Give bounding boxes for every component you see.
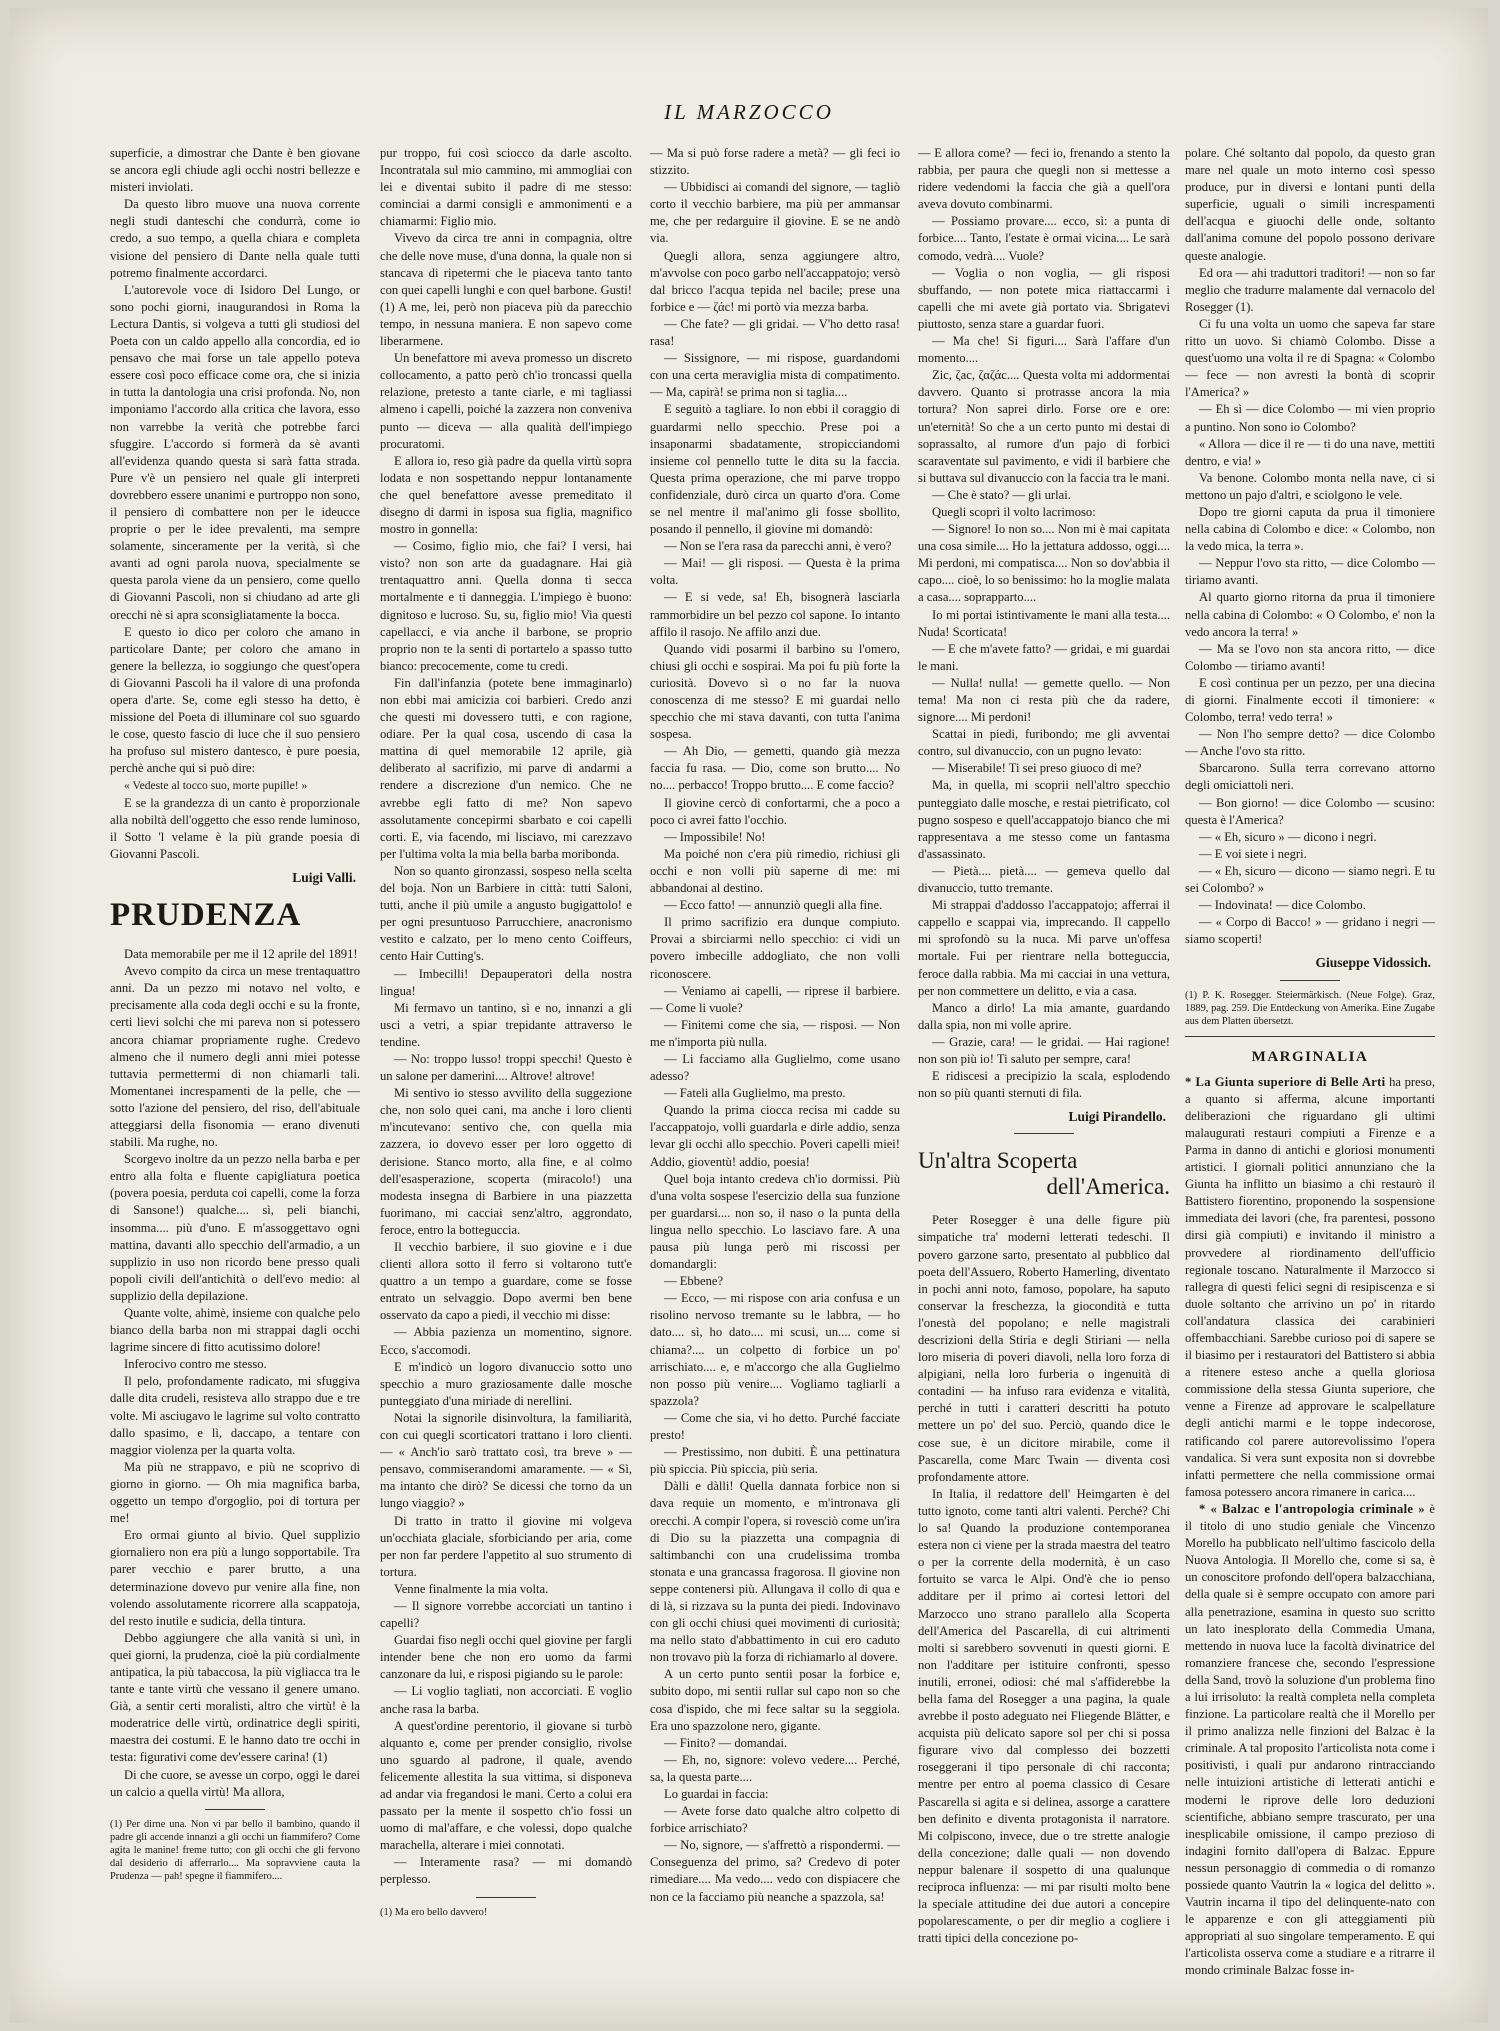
paragraph: — Ma se l'ovo non sta ancora ritto, — dice Colombo — tiriamo avanti! xyxy=(1185,641,1435,673)
paragraph: Dopo tre giorni caputa da prua il timoniere nella cabina di Colombo e dice: « Colombo, non la vedo mica, la terra ». xyxy=(1185,504,1435,554)
paragraph: A quest'ordine perentorio, il giovane si turbò alquanto e, come per prender consiglio, rivolse uno sguardo al padrone, il quale, avendo felicemente allestita la sua vittima, si disponeva ad andar via fregandosi le mani. Certo a colui era passato per la mente il sospetto ch'io fossi un uomo di mal'affare, e che volessi, dopo qualche marachella, alterare i miei connotati. xyxy=(380,1718,632,1853)
article-title-scoperta xyxy=(918,1148,1170,1200)
paragraph: Quegli scoprì il volto lacrimoso: xyxy=(932,504,1096,519)
paragraph: Ed ora — ahi traduttori traditori! — non so far meglio che tradurre malamente dal vernacolo del Rosegger (1). xyxy=(1185,265,1435,314)
item-text: ha preso, a quanto si afferma, alcune importanti deliberazioni che riguardano gli ultimi malaugurati restauri compiuti a Firenze e a Parma in danno di antichi e gloriosi monumenti artistici. I giornali politici annunziano che la Giunta ha inflitto un biasimo a chi restaurò il Battistero fiorentino, proponendo la sospensione immediata dei lavori (che, fra parentesi, possono dirsi già compiuti) e invitando il ministro a provvedere al riordinamento dell'ufficio regionale toscano. Naturalmente il Marzocco si rallegra di questi felici segni di resipiscenza e si duole soltanto che arrivino un po' in ritardo coll'andatura classica dei carabinieri offembacchiani. Sarebbe curioso poi di sapere se il biasimo per i restauratori del Battistero si abbia a ritenere esteso anche a quella gloriosa commissione della stessa Giunta superiore, che venne a Firenze ad approvare le scalpellature degli antichi marmi e le toppe indecorose, ratificando col parere autorevolissimo l'opera vandalica. Si vera sunt exposita non si dovrebbe infatti permettere che nella commissione ormai famosa potessero ancora rimanere in carica.... xyxy=(1185,1074,1435,1499)
footnote xyxy=(110,1818,360,1883)
paragraph: Ma più ne strappavo, e più ne scoprivo di giorno in giorno. — Oh mia magnifica barba, oggetto un tempo d'orgoglio, poi di tortura per me! xyxy=(110,1459,360,1526)
divider xyxy=(476,1897,536,1898)
paragraph: — Abbia pazienza un momentino, signore. Ecco, s'accomodi. xyxy=(380,1325,632,1357)
paragraph: — Li voglio tagliati, non accorciati. E voglio anche rasa la barba. xyxy=(380,1684,632,1716)
paragraph: In Italia, il redattore dell' Heimgarten è del tutto ignoto, come tanti altri valenti. Perché? Chi lo sa! Quando la produzione contemporanea estera non ci viene per la strada maestra del teatro o per la corrente della modernità, è un caso fortuito se varca le Alpi. Ond'è che io penso additare per il primo ai cortesi lettori del Marzocco uno strano parallelo alla Scoperta dell'America del Pascarella, di cui altrimenti molti si sarebbero sovvenuti in questi giorni. E non l'additare per istituire confronti, spesso inutili, erronei, odiosi: ché mal s'affiderebbe la bella fama del Rosegger a una pagina, la quale avrebbe il posto adeguato nei Fliegende Blätter, e acquista più delicato sapore sol per chi si possa figurare vivo dal complesso dei bozzetti roseggerani il tipo personale di chi racconta; mentre per entro al poema classico di Cesare Pascarella si agita e si delinea, assorge a carattere ben definito e diventa protagonista il narratore. Mi colpiscono, invece, due o tre strette analogie della concezione; dalle quali — non dovendo neppur balenare il sospetto di una qualunque reciproca influenza: — mi par risulti molto bene la speciale attitudine dei due autori a concepire popolarescamente, o per dir meglio a cogliere i tratti tipici della concezione po- xyxy=(918,1486,1170,1946)
paragraph: A un certo punto sentii posar la forbice e, subito dopo, mi sentii rullar sul capo non so che cosa d'ispido, che mi fece saltar su la seggiola. Era uno spazzolone nero, gigante. xyxy=(650,1667,900,1733)
paragraph: Inferocivo contro me stesso. xyxy=(124,1357,267,1372)
signature-pirandello: Luigi Pirandello. xyxy=(1068,1109,1166,1125)
column-3 xyxy=(650,145,900,2005)
paragraph: Dàlli e dàlli! Quella dannata forbice non si dava requie un momento, e m'intronava gli orecchi. A compir l'opera, si rovesciò come un'ira di Dio su la piazzetta una compagnia di saltimbanchi con una crudelissima tromba stonata e una grancassa fragorosa. Il giovine non seppe contenersi più. Allungava il collo di qua e di là, si rizzava su la punta dei piedi. Indovinavo con gli occhi chiusi quei movimenti di curiosità; ma nello stato d'abbattimento in cui ero caduto non trovavo più la forza di richiamarlo al dovere. xyxy=(650,1479,900,1665)
section-title-marginalia: MARGINALIA xyxy=(1251,1048,1369,1065)
paragraph: — « Eh, sicuro » — dicono i negri. xyxy=(1199,829,1377,844)
footnote xyxy=(1185,989,1435,1028)
paragraph: — Signore! Io non so.... Non mi è mai capitata una cosa simile.... Ho la jettatura addosso, oggi.... Mi perdoni, mi compatisca.... Non so dov'abbia il capo.... cioè, lo so benissimo: ho la moglie malata a casa.... soprapparto.... xyxy=(918,522,1170,605)
item-text: è il titolo di uno studio geniale che Vincenzo Morello ha pubblicato nell'ultimo fascicolo della Nuova Antologia. Il Morello che, come si sa, è un conoscitore profondo dell'opera balzacchiana, della quale si è sempre occupato con amore pari alla penetrazione, esamina in questo suo scritto un lato inesplorato della Commedia Umana, mettendo in nuova luce la facoltà divinatrice del romanziere francese che, secondo l'espressione della Sand, trovò la soluzione d'un problema fino a lui irrisoluto: la realtà completa nella completa finzione. La particolare realtà che il Morello per il primo analizza nelle finzioni del Balzac è la criminale. A tal proposito l'articolista nota come i positivisti, i quali pur andarono rintracciando nelle intuizioni artistiche di letterati antichi e moderni le riprove delle loro deduzioni scientifiche, abbiano sempre trascurato, per una inesplicabile omissione, il campo prezioso di indagini fornito dall'opera di Balzac. Eppure nessun personaggio di commedia o di romanzo possiede quanto Vautrin la « logica del delitto ». Vautrin incarna il tipo del delinquente-nato con le apparenze e con gli atteggiamenti più appropriati al suo singolare temperamento. E qui l'articolista osserva come a studiare e a ritrarre il mondo criminale Balzac fosse in- xyxy=(1185,1501,1435,1978)
paragraph: polare. Ché soltanto dal popolo, da questo gran mare nel quale un moto interno così spesso produce, pur in diversi e lontani punti della superficie, uguali o simili increspamenti dell'acqua e giuochi delle onde, soltanto dall'anima comune del popolo possono derivare queste analogie. xyxy=(1185,146,1435,263)
paragraph: Mi strappai d'addosso l'accappatojo; afferrai il cappello e scappai via, imprecando. Il cappello mi sprofondò su la nuca. Mi parve un'offesa mortale. Fui per rientrare nella botteguccia, feroce dalla rabbia. Ma mi cacciai in una vettura, per non commettere un delitto, e via a casa. xyxy=(918,898,1170,998)
paragraph: Quante volte, ahimè, insieme con qualche pelo bianco della barba non mi strappai dagli occhi lagrime sincere di fitto acutissimo dolore! xyxy=(110,1306,360,1355)
paragraph: — Non l'ho sempre detto? — dice Colombo — Anche l'ovo sta ritto. xyxy=(1185,727,1435,759)
column-4 xyxy=(918,145,1170,2005)
paragraph: — Come che sia, vi ho detto. Purché facciate presto! xyxy=(650,1410,900,1443)
paragraph: Non so quanto gironzassi, sospeso nella scelta del boja. Non un Barbiere in città: tutti Saloni, tutti, anche il più umile a angusto bugigattolo! e per ogni presuntuoso Parrucchiere, anacronismo vestito e calzato, per lo meno cento Coiffeurs, cento Hair Cutting's. xyxy=(380,863,632,964)
paragraph: — Ah Dio, — gemetti, quando già mezza faccia fu rasa. — Dio, come son brutto.... No no.... perbacco! Troppo brutto.... E come faccio? xyxy=(650,744,900,793)
masthead-title: IL MARZOCCO xyxy=(664,100,834,124)
paragraph: — Eh, no, signore: volevo vedere.... Perché, sa, la questa parte.... xyxy=(650,1752,900,1784)
paragraph: — No, signore, — s'affrettò a rispondermi. — Conseguenza del primo, sa? Credevo di poter rimediare.... Ma vedo.... vedo con dispiacere che non ce la facciamo più neanche a spazzola, sa! xyxy=(650,1838,900,1904)
divider xyxy=(1014,1133,1074,1134)
paragraph: — Indovinata! — dice Colombo. xyxy=(1199,898,1366,913)
paragraph: Fin dall'infanzia (potete bene immaginarlo) non ebbi mai amicizia coi barbieri. Credo anzi che questi mi dovessero tutti, e con ragione, odiare. Per la qual cosa, uscendo di casa la mattina di quel memorabile 12 aprile, già deliberato al sacrifizio, mi parve di andarmi a rendere a discrezione d'un nemico. Che ne avrebbe egli fatto di me? Non sapevo assolutamente concepirmi sbarbato e coi capelli corti. E, via facendo, mi lisciavo, mi carezzavo per l'ultima volta la mia bella barba moribonda. xyxy=(380,675,632,861)
paragraph: E questo io dico per coloro che amano in particolare Dante; per coloro che amano in genere la bellezza, io soggiungo che quest'opera di Giovanni Pascoli ha il valore di una profonda opera d'arte. Se, come egli stesso ha detto, è missione del Poeta di illuminare col suo sguardo le cose, questo fascio di luce che il suo pensiero ha profuso sul mistero dantesco, è pure poesia, perchè anche qui si può dire: xyxy=(110,624,360,776)
paragraph: Ci fu una volta un uomo che sapeva far stare ritto un uovo. Si chiamò Colombo. Disse a quest'uomo una volta il re di Spagna: « Colombo — fece — non avresti la bontà di scoprir l'America? » xyxy=(1185,316,1435,400)
paragraph: — Prestissimo, non dubiti. È una pettinatura più spiccia. Più spiccia, più seria. xyxy=(650,1445,900,1477)
paragraph: Data memorabile per me il 12 aprile del 1891! xyxy=(124,947,358,962)
paragraph: Peter Rosegger è una delle figure più simpatiche tra' moderni letterati tedeschi. Il povero garzone sarto, presentato al pubblico dal poeta dell'Assuero, Roberto Hamerling, diventato in pochi anni noto, famoso, popolare, ha saputo conservar la freschezza, la giocondità e tutta l'onestà del popolano; e nelle magistrali descrizioni della Stiria e degli Stiriani — nella loro miseria di poveri diavoli, nella loro forza di alpigiani, nella loro furberia o ingenuità di contadini — ha infuso rara evidenza e vitalità, perché in tutti i caratteri descritti ha potuto mettere un po' del suo. Perciò, quando dice le cose sue, è un dicitore mirabile, come il Pascarella, come Marc Twain — diventa così profondamente attore. xyxy=(918,1213,1170,1484)
article-title-prudenza: PRUDENZA xyxy=(110,897,302,934)
paragraph: L'autorevole voce di Isidoro Del Lungo, or sono pochi giorni, inaugurandosi in Roma la Lectura Dantis, si volgeva a tutti gli studiosi del Poeta con un caldo appello alla concordia, ed io pensavo che mai forse un tale appello poteva essere così poco efficace come ora, che si inizia in tutta la dantologia una crisi profonda. No, non imponiamo l'accordo alla critica che lavora, esso non varrebbe la verità che potrebbe farci sfuggire. L'accordo si formerà da sè avanti all'evidenza quando questa si sarà fatta strada. Pure v'è un pensiero nel quale gli interpreti dovrebbero essere unanimi e purtroppo non sono, il pensiero di combattere non per le ideucce proprie o per le idee prevalenti, ma sempre solamente, sinceramente per la verità, sì che avanti ad ogni parola nuova, specialmente se questa parola viene da un pensiero, come quello di Giovanni Pascoli, non si chiudano ad arte gli orecchi nè si apra sconsigliatamente la bocca. xyxy=(110,282,360,622)
paragraph: Debbo aggiungere che alla vanità si unì, in quei giorni, la prudenza, cioè la più cordialmente antipatica, la più tabaccosa, la più vigliacca tra le tante e tante virtù che vessano il genere umano. Già, a sentir certi moralisti, altro che virtù! è la moderatrice delle virtù, ordinatrice degli spiriti, maestra dei costumi. E le hanno dato tre occhi in testa: figurativi come dev'essere carina! (1) xyxy=(110,1630,360,1765)
paragraph: — « Eh, sicuro — dicono — siamo negri. E tu sei Colombo? » xyxy=(1185,863,1435,896)
paragraph: Quegli allora, senza aggiungere altro, m'avvolse con poco garbo nell'accappatojo; versò dal bricco l'acqua tepida nel bacile; prese una forbice e — ζάc! mi portò via mezza barba. xyxy=(650,248,900,314)
paragraph: E ridiscesi a precipizio la scala, esplodendo non so più quanti sternuti di fila. xyxy=(918,1069,1170,1101)
paragraph: E così continua per un pezzo, per una diecina di giorni. Finalmente eccoti il timoniere: « Colombo, terra! vedo terra! » xyxy=(1185,675,1435,725)
paragraph: — Ecco, — mi rispose con aria confusa e un risolino nervoso tremante su le labbra, — ho dato.... sì, ho dato.... mi scusi, un.... come si chiama?.... un colpetto di forbice un po' arrischiato.... e, e m'accorgo che alla Guglielmo non posso più venire.... Vogliamo tagliarli a spazzola? xyxy=(650,1291,900,1408)
footnote-text: (1) P. K. Rosegger. Steiermärkisch. (Neue Folge). Graz, 1889, pag. 259. Die Entdeckung von Amerika. Eine Zugabe aus dem Platten übersetzt. xyxy=(1185,989,1435,1027)
paragraph: E seguitò a tagliare. Io non ebbi il coraggio di guardarmi nello specchio. Prese poi a insaponarmi sbadatamente, stropicciandomi insieme col pennello tutte le dita su la faccia. Questa prima operazione, che mi parve troppo confidenziale, durò circa un quarto d'ora. Come se nel mentre il mal'animo gli fosse sbollito, posando il pennello, il giovine mi domandò: xyxy=(650,402,900,537)
paragraph: Zic, ζac, ζαζάc.... Questa volta mi addormentai davvero. Quanto si protrasse ancora la mia tortura? Non saprei dirlo. Forse ore e ore: un'eternità! So che a un certo punto mi destai di soprassalto, al rumore d'un pajo di forbici scaraventate sul pavimento, e vidi il barbiere che si buttava sul divanuccio con la faccia tra le mani. xyxy=(918,368,1170,485)
paragraph: — Ma che! Si figuri.... Sarà l'affare d'un momento.... xyxy=(918,334,1170,366)
paragraph: E m'indicò un logoro divanuccio sotto uno specchio a muro graziosamente dalle mosche punteggiato d'una miriade di nerellini. xyxy=(380,1359,632,1408)
paragraph: Ma poiché non c'era più rimedio, richiusi gli occhi e non volli più saperne di me: mi abbandonai al destino. xyxy=(650,846,900,896)
divider xyxy=(1280,980,1340,981)
paragraph: Manco a dirlo! La mia amante, guardando dalla spia, non mi volle aprire. xyxy=(918,1000,1170,1032)
paragraph: Avevo compito da circa un mese trentaquattro anni. Da un pezzo mi notavo nel volto, e precisamente alla coda degli occhi e su la fronte, certi lievi solchi che mi pareva non si potessero ancora chiamar propriamente rughe. Credevo almeno che il numero degli anni miei potesse tuttavia permettermi di non chiamarli tali. Momentanei increspamenti de la pelle, che — sotto l'azione del pensiero, del riso, dell'abituale atteggiarsi della fisonomia — erano divenuti stabili. Ma rughe, no. xyxy=(110,964,360,1150)
paragraph: — Miserabile! Ti sei preso giuoco di me? xyxy=(932,761,1142,776)
paragraph: — Nulla! nulla! — gemette quello. — Non tema! Ma non ci resta più che da radere, signore.... Mi perdoni! xyxy=(918,675,1170,725)
paragraph: Guardai fiso negli occhi quel giovine per fargli intender bene che non ero uomo da farmi canzonare da lui, e risposi pigiando su le parole: xyxy=(380,1633,632,1682)
paragraph: Di che cuore, se avesse un corpo, oggi le darei un calcio a quella virtù! Ma allora, xyxy=(110,1767,360,1799)
footnote-text: (1) Per dirne una. Non vi par bello il bambino, quando il padre gli accende innanzi a gli occhi un fiammifero? Come agita le manine! freme tutto; con gli occhi che gli fervono dal desiderio di afferrarlo.... Ma sopravviene cauta la Prudenza — pah! spegne il fiammifero.... xyxy=(110,1818,360,1882)
paragraph: — No: troppo lusso! troppi specchi! Questo è un salone per damerini.... Altrove! altrove! xyxy=(380,1051,632,1084)
paragraph: — E che m'avete fatto? — gridai, e mi guardai le mani. xyxy=(918,641,1170,673)
paragraph: — Ubbidisci ai comandi del signore, — tagliò corto il vecchio barbiere, ma più per ammansar me, che per redarguire il giovine. E se ne andò via. xyxy=(650,180,900,246)
divider xyxy=(205,1809,265,1810)
paragraph: — Pietà.... pietà.... — gemeva quello dal divanuccio, tutto tremante. xyxy=(918,863,1170,896)
marginalia-item-giunta xyxy=(1185,1074,1435,1501)
paragraph: — Cosimo, figlio mio, che fai? I versi, hai visto? non son arte da guadagnare. Hai già trentaquattro anni. Quella donna ti secca mortalmente e ti danneggia. L'impiego è buono: dignitoso e lucroso. Su, su, figlio mio! Via questi capellacci, e via anche il barbone, se proprio proprio non te la senti di portartelo a spasso tutto bianco: precocemente, come tu credi. xyxy=(380,539,632,673)
paragraph: — Che fate? — gli gridai. — V'ho detto rasa! rasa! xyxy=(650,316,900,349)
item-lead: * La Giunta superiore di Belle Arti xyxy=(1185,1074,1386,1089)
paragraph: Di tratto in tratto il giovine mi volgeva un'occhiata glaciale, sforbiciando per aria, come per non far perdere l'appetito al suo strumento di tortura. xyxy=(380,1513,632,1579)
paragraph: — Finito? — domandai. xyxy=(664,1735,788,1750)
paragraph: Il pelo, profondamente radicato, mi sfuggiva dalle dita crudeli, resisteva allo strappo due e tre volte. Mi asciugavo le lagrime sul volto contratto dallo spasimo, e lì, daccapo, a tentare con maggior violenza per la quarta volta. xyxy=(110,1374,360,1457)
paragraph: — « Corpo di Bacco! » — gridano i negri — siamo scoperti! xyxy=(1185,915,1435,947)
paragraph: Il giovine cercò di confortarmi, che a poco a poco ci avrei fatto l'occhio. xyxy=(650,795,900,827)
column-5 xyxy=(1185,145,1435,2005)
paragraph: Io mi portai istintivamente le mani alla testa.... Nuda! Scorticata! xyxy=(918,607,1170,639)
paragraph: « Allora — dice il re — ti do una nave, mettiti dentro, e via! » xyxy=(1185,436,1435,468)
column-1 xyxy=(110,145,360,2005)
paragraph: — Sissignore, — mi rispose, guardandomi con una certa meraviglia mista di compatimento. — Ma, capirà! se prima non si taglia.... xyxy=(650,351,900,400)
paragraph: — Li facciamo alla Guglielmo, come usano adesso? xyxy=(650,1051,900,1084)
title-line-2: dell'America. xyxy=(1046,1174,1170,1200)
paragraph: Scattai in piedi, furibondo; me gli avventai contro, sul divanuccio, con un pugno levato: xyxy=(918,727,1170,759)
paragraph: — Non se l'era rasa da parecchi anni, è vero? xyxy=(664,539,892,554)
paragraph: Ma, in quella, mi scoprii nell'altro specchio punteggiato dalle mosche, e restai pietrificato, col pugno sospeso e quell'accappatojo bianco che mi rappresentava a me stesso come un fantasma d'assassinato. xyxy=(918,778,1170,861)
paragraph: — Fateli alla Guglielmo, ma presto. xyxy=(664,1086,846,1101)
section-rule xyxy=(1185,1036,1435,1037)
paragraph: Da questo libro muove una nuova corrente negli studi danteschi che condurrà, come io credo, a suo tempo, a quella chiara e completa visione del pensiero di Dante nella quale tutti potremo finalmente accordarci. xyxy=(110,197,360,280)
paragraph: Quando la prima ciocca recisa mi cadde su l'accappatojo, volli guardarla e dirle addio, senza levar gli occhi allo specchio. Poveri capelli miei! Addio, gioventù! addio, poesia! xyxy=(650,1103,900,1169)
paragraph: Lo guardai in faccia: xyxy=(664,1787,769,1801)
paragraph: superficie, a dimostrar che Dante è ben giovane se ancora egli chiude agli occhi nostri bellezze e misteri inviolati. xyxy=(110,146,360,195)
title-line-1: Un'altra Scoperta xyxy=(918,1148,1078,1174)
paragraph: — E allora come? — feci io, frenando a stento la rabbia, per paura che quegli non si mettesse a ridere vedendomi la faccia che già a quell'ora aveva dovuto combinarmi. xyxy=(918,146,1170,212)
paragraph: Scorgevo inoltre da un pezzo nella barba e per entro alla folta e fluente capigliatura poetica (povera poesia, perduta coi capelli, come la forza di Sansone!) qualche.... sì, peli bianchi, insomma.... più d'uno. E m'assoggettavo ogni mattina, davanti allo specchio dell'armadio, a un supplizio in uso non ricordo bene presso quali popoli civili dell'antichità o dell'evo medio: al supplizio della depilazione. xyxy=(110,1152,360,1303)
newspaper-page xyxy=(10,8,1488,2023)
paragraph: — E si vede, sa! Eh, bisognerà lasciarla rammorbidire un bel pezzo col sapone. Io intanto affilo il rasojo. Ne affilo anzi due. xyxy=(650,590,900,639)
paragraph: — Che è stato? — gli urlai. xyxy=(932,487,1071,502)
paragraph: Venne finalmente la mia volta. xyxy=(394,1581,549,1596)
paragraph: — Avete forse dato qualche altro colpetto di forbice arrischiato? xyxy=(650,1804,900,1836)
paragraph: Il primo sacrifizio era dunque compiuto. Provai a sbirciarmi nello specchio: ci vidi un povero imbecille addogliato, che non volli riconoscere. xyxy=(650,915,900,981)
paragraph: pur troppo, fui così sciocco da darle ascolto. Incontratala sul mio cammino, mi ammogliai con lei e diventai subito il padre di me stesso: cominciai a darmi consigli e ammonimenti e a chiamarmi: Figlio mio. xyxy=(380,146,632,229)
paragraph: — Veniamo ai capelli, — riprese il barbiere. — Come li vuole? xyxy=(650,983,900,1015)
signature-vidossich: Giuseppe Vidossich. xyxy=(1315,955,1431,971)
paragraph: — E voi siete i negri. xyxy=(1199,846,1307,861)
signature-valli: Luigi Valli. xyxy=(292,869,356,885)
paragraph: Mi sentivo io stesso avvilito della suggezione che, non solo quei cani, ma anche i loro clienti m'incutevano: sentivo che, con quella mia zazzera, io dovevo esser per loro oggetto di derisione. Stanco morto, alla fine, e al colmo dell'esasperazione, scoperta (miracolo!) una modesta insegna di Barbiere in una piazzetta fuorimano, mi cacciai senz'altro, aggrondato, feroce, entro la botteguccia. xyxy=(380,1086,632,1237)
paragraph: — Voglia o non voglia, — gli risposi sbuffando, — non potete mica riattaccarmi i capelli che mi avete già portato via. Sbrigatevi piuttosto, senza stare a guardar fuori. xyxy=(918,265,1170,331)
item-lead: * « Balzac e l'antropologia criminale » xyxy=(1199,1501,1425,1516)
paragraph: — Bon giorno! — dice Colombo — scusino: questa è l'America? xyxy=(1185,795,1435,827)
paragraph: — Interamente rasa? — mi domandò perplesso. xyxy=(380,1855,632,1887)
paragraph: — Neppur l'ovo sta ritto, — dice Colombo — tiriamo avanti. xyxy=(1185,556,1435,588)
paragraph: — Ma si può forse radere a metà? — gli feci io stizzito. xyxy=(650,146,900,178)
paragraph: — Imbecilli! Depauperatori della nostra lingua! xyxy=(380,966,632,998)
paragraph: Va benone. Colombo monta nella nave, ci si mettono un pajo d'altri, e sciolgono le vele. xyxy=(1185,470,1435,502)
paragraph: — Mai! — gli risposi. — Questa è la prima volta. xyxy=(650,556,900,588)
paragraph: — Ecco fatto! — annunziò quegli alla fine. xyxy=(664,898,883,913)
paragraph: E se la grandezza di un canto è proporzionale alla nobiltà dell'oggetto che esso rende luminoso, il Sotto 'l velame è la più grande poesia di Giovanni Pascoli. xyxy=(110,795,360,861)
paragraph: Vivevo da circa tre anni in compagnia, oltre che delle nove muse, d'una donna, la quale non si stancava di ripetermi che le piaceva tanto tanto con quei capelli lunghi e con quel barbone. Gusti! (1) A me, lei, però non piaceva più da parecchio tempo, in nessuna maniera. E non sapevo come liberarmene. xyxy=(380,231,632,349)
paragraph: — Grazie, cara! — le gridai. — Hai ragione! non son più io! Ti saluto per sempre, cara! xyxy=(918,1034,1170,1066)
paragraph: Mi fermavo un tantino, sì e no, innanzi a gli usci a vetri, a spiar trepidante attraverso le tendine. xyxy=(380,1000,632,1049)
paragraph: Un benefattore mi aveva promesso un discreto collocamento, a patto però ch'io troncassi quella relazione, pretesto a tante ciarle, e mi tagliassi almeno i capelli, poiché la zazzera non conveniva punto — diceva — alla qualità dell'impiego procuratomi. xyxy=(380,351,632,451)
paragraph: Quando vidi posarmi il barbino su l'omero, chiusi gli occhi e sospirai. Ma poi fu più forte la curiosità. Dovevo sì o no far la nuova conoscenza di me stesso? E mi guardai nello specchio che mi stava davanti, con tutta l'anima sospesa. xyxy=(650,641,900,742)
paragraph: E allora io, reso già padre da quella virtù sopra lodata e non sospettando neppur lontanamente che quel benefattore avesse premeditato il disegno di darmi in isposa sua figlia, magnifico mostro in gonnella: xyxy=(380,453,632,537)
footnote-text: (1) Ma ero bello davvero! xyxy=(380,1906,488,1918)
paragraph: — Ebbene? xyxy=(664,1274,724,1289)
column-2 xyxy=(380,145,632,2005)
paragraph: Il vecchio barbiere, il suo giovine e i due clienti allora sotto il ferro si voltarono tutt'e quattro a un tempo a guardare, come se fosse entrato un selvaggio. Dopo avermi ben bene osservato da capo a piedi, il vecchio mi disse: xyxy=(380,1240,632,1323)
paragraph: Sbarcarono. Sulla terra correvano attorno degli omiciattoli neri. xyxy=(1185,761,1435,793)
paragraph: Quel boja intanto credeva ch'io dormissi. Più d'una volta sospese l'esercizio della sua funzione per guardarsi.... non so, il naso o la punta della lingua nello specchio. Lo lasciavo fare. A una pausa più lunga però mi riscossi per domandargli: xyxy=(650,1171,900,1272)
paragraph: — Il signore vorrebbe accorciati un tantino i capelli? xyxy=(380,1598,632,1631)
paragraph: — Possiamo provare.... ecco, sì: a punta di forbice.... Tanto, l'estate è ormai vicina.... Le sarà comodo, vedrà.... Vuole? xyxy=(918,214,1170,263)
paragraph: Ero ormai giunto al bivio. Quel supplizio giornaliero non era più a lungo sopportabile. Tra parer vecchio e parer brutto, a una determinazione dovevo pur venire alla fine, non volendo assolutamente ricorrere alla scappatoja, del resto inutile e sudicia, della tintura. xyxy=(110,1528,360,1628)
verse-quote: « Vedeste al tocco suo, morte pupille! » xyxy=(124,779,308,793)
marginalia-item-balzac xyxy=(1185,1501,1435,1980)
paragraph: Notai la signorile disinvoltura, la familiarità, con cui quegli scorticatori trattano i loro clienti. — « Anch'io sarò trattato così, tra breve » — pensavo, commiserandomi amaramente. — « Sì, ma intanto che dirò? Se dicessi che torno da un lungo viaggio? » xyxy=(380,1410,632,1511)
paragraph: — Impossibile! No! xyxy=(664,829,766,844)
footnote xyxy=(380,1906,632,1919)
paragraph: Al quarto giorno ritorna da prua il timoniere nella cabina di Colombo: « O Colombo, e' non la vedo ancora la terra! » xyxy=(1185,590,1435,639)
paragraph: — Finitemi come che sia, — risposi. — Non me n'importa più nulla. xyxy=(650,1017,900,1049)
paragraph: — Eh sì — dice Colombo — mi vien proprio a puntino. Non sono io Colombo? xyxy=(1185,402,1435,434)
